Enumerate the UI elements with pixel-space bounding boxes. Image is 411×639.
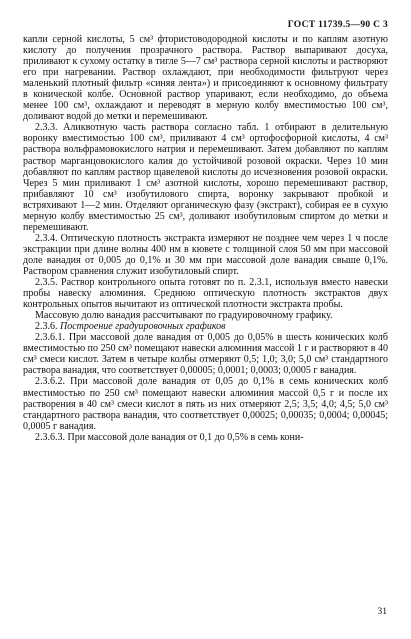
standard-header: ГОСТ 11739.5—90 С 3 xyxy=(287,20,388,30)
section-number: 2.3.6. xyxy=(35,321,58,333)
document-body xyxy=(23,34,388,443)
paragraph-2-3-4: 2.3.4. Оптическую плотность экстракта измеряют не позднее чем через 1 ч после экстракции при длине волны 400 нм в кювете с толщиной слоя 50 мм при массовой доле ванадия от 0,005 до 0,1% и 30 мм при массовой доле ванадия свыше 0,1%. Раствором сравнения служит изобутиловый спирт. xyxy=(23,232,388,277)
paragraph-2-3-6-2: 2.3.6.2. При массовой доле ванадия от 0,05 до 0,1% в семь конических колб вместимостью по 250 см³ помещают навески алюминия массой 0,5 г и после их растворения в 40 см³ смеси кислот в пять из них отмеряют 2,5; 3,5; 4,0; 4,5; 5,0 см³ стандартного раствора ванадия, что соответствует 0,00025; 0,00035; 0,0004; 0,00045; 0,0005 г ванадия. xyxy=(23,376,388,432)
page-number: 31 xyxy=(377,607,387,617)
paragraph-2-3-6-3: 2.3.6.3. При массовой доле ванадия от 0,1 до 0,5% в семь кони- xyxy=(35,431,304,443)
section-heading-2-3-6 xyxy=(23,321,388,332)
paragraph-2-3-5: 2.3.5. Раствор контрольного опыта готовят по п. 2.3.1, используя вместо навески пробы навеску алюминия. Среднюю оптическую плотность экстрактов двух контрольных опытов вычитают из оптической плотности экстракта пробы. xyxy=(23,277,388,311)
paragraph-vanadium-graph: Массовую долю ванадия рассчитывают по градуировочному графику. xyxy=(35,310,333,322)
paragraph-2-3-6-1: 2.3.6.1. При массовой доле ванадия от 0,005 до 0,05% в шесть конических колб вместимостью по 250 см³ помещают навески алюминия массой 1 г и растворяют в 40 см³ смеси кислот. Затем в четыре колбы отмеряют 0,5; 1,0; 3,0; 5,0 см³ стандартного раствора ванадия, что соответствует 0,00005; 0,0001; 0,0003; 0,0005 г ванадия. xyxy=(23,332,388,377)
section-title: Построение градуировочных графиков xyxy=(60,321,226,333)
paragraph-continuation: капли серной кислоты, 5 см³ фтористоводородной кислоты и по каплям азотную кислоту до получения прозрачного раствора. Раствор выпаривают досуха, приливают к сухому остатку в тигле 5—7 см³ раствора серной кислоты и растворяют его при нагревании. Раствор охлаждают, при необходимости фильтруют через маленький плотный фильтр «синяя лента») и присоединяют к основному фильтрату в конической колбе. Основной раствор упаривают, если необходимо, до объема менее 100 см³, охлаждают и переводят в мерную колбу вместимостью 100 см³, доливают водой до метки и перемешивают. xyxy=(23,34,388,123)
paragraph-2-3-3: 2.3.3. Аликвотную часть раствора согласно табл. 1 отбирают в делительную воронку вместимостью 100 см³, приливают 4 см³ ортофосфорной кислоты, 4 см³ раствора вольфрамовокислого натрия и перемешивают. Затем добавляют по каплям раствор марганцовокислого калия до устойчивой розовой окраски. Через 10 мин добавляют по каплям раствор щавелевой кислоты до исчезновения розовой окраски. Через 5 мин приливают 1 см³ азотной кислоты, хорошо перемешивают раствор, прибавляют 10 см³ изобутилового спирта, воронку закрывают пробкой и встряхивают 1—2 мин. Отделяют органическую фазу (экстракт), собирая ее в сухую мерную колбу вместимостью 25 см³, доливают изобутиловым спиртом до метки и перемешивают. xyxy=(23,122,388,233)
